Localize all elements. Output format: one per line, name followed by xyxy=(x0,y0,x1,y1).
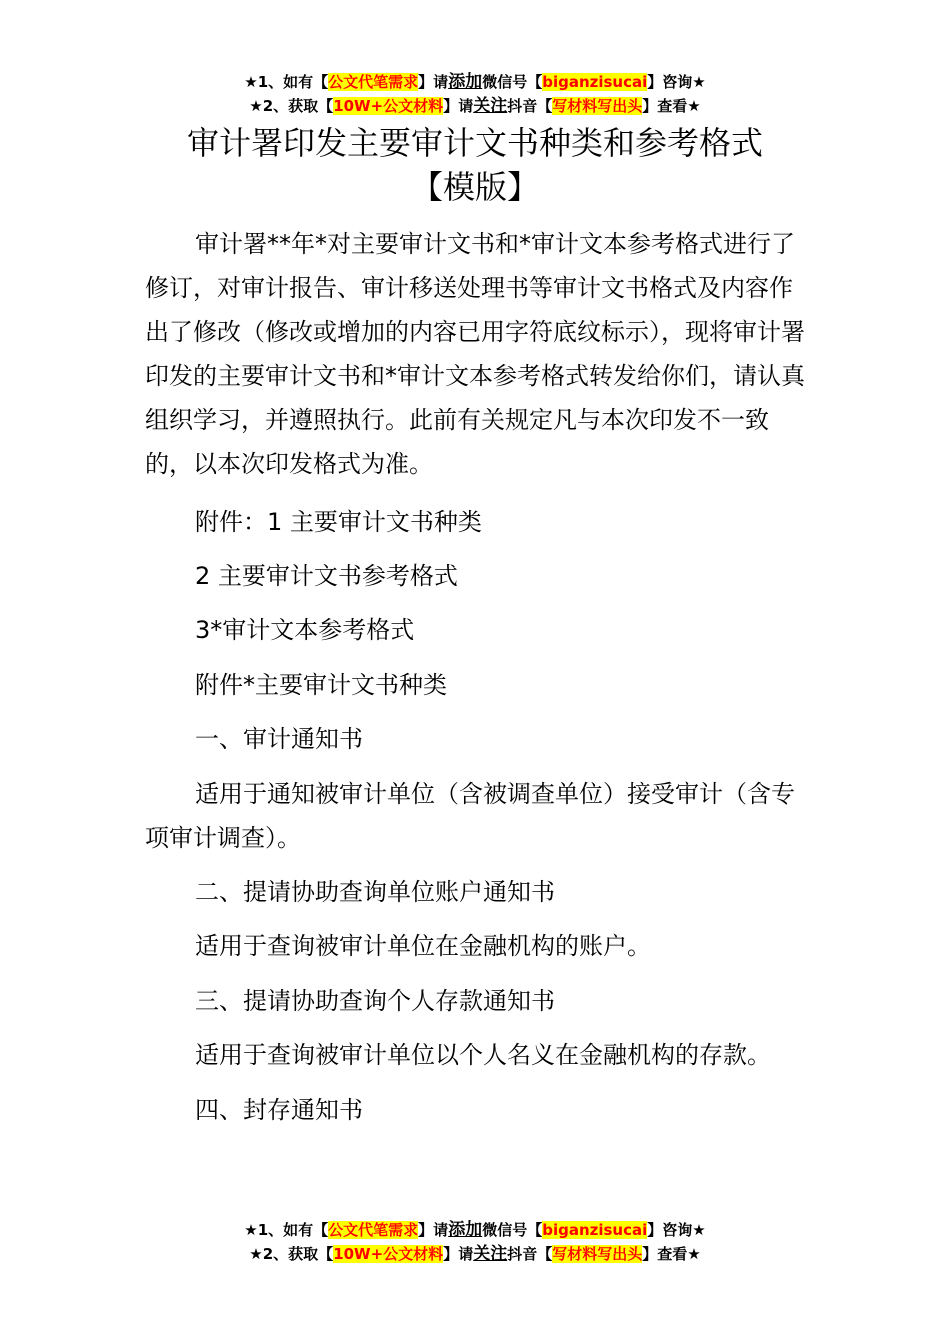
promo-text: 】请 xyxy=(443,1245,474,1263)
promo-text: 】请 xyxy=(418,1221,449,1239)
promo-line-1 xyxy=(0,70,950,94)
promo-text: 抖音【 xyxy=(507,97,553,115)
attachment-heading: 附件*主要审计文书种类 xyxy=(195,671,447,699)
promo-text: 微信号【 xyxy=(482,73,543,91)
promo-text: ★2、获取【 xyxy=(249,97,334,115)
promo-line-2 xyxy=(0,94,950,118)
section-heading-4: 四、封存通知书 xyxy=(195,1096,363,1124)
promo-text: 微信号【 xyxy=(482,1221,543,1239)
promo-highlight: 10W+公文材料 xyxy=(333,97,444,115)
document-title: 审计署印发主要审计文书种类和参考格式 xyxy=(186,124,763,162)
promo-douyin-id: 写材料写出头 xyxy=(552,1245,643,1263)
promo-text: 】查看★ xyxy=(642,97,701,115)
section-desc-1: 适用于通知被审计单位（含被调查单位）接受审计（含专项审计调查）。 xyxy=(145,780,795,852)
promo-emphasis: 添加 xyxy=(448,72,483,92)
section-desc-2: 适用于查询被审计单位在金融机构的账户。 xyxy=(195,932,651,960)
promo-highlight: 10W+公文材料 xyxy=(333,1245,444,1263)
section-desc-3: 适用于查询被审计单位以个人名义在金融机构的存款。 xyxy=(195,1041,771,1069)
intro-paragraph: 审计署**年*对主要审计文书和*审计文本参考格式进行了修订，对审计报告、审计移送处理书等审计文书格式及内容作出了修改（修改或增加的内容已用字符底纹标示），现将审计署印发的主要审计文书和*审计文本参考格式转发给你们，请认真组织学习，并遵照执行。此前有关规定凡与本次印发不一致的，以本次印发格式为准。 xyxy=(145,230,805,478)
section-heading-1: 一、审计通知书 xyxy=(195,725,363,753)
footer-promo-banner xyxy=(0,1218,950,1266)
section-heading-2: 二、提请协助查询单位账户通知书 xyxy=(195,878,555,906)
promo-emphasis: 关注 xyxy=(473,96,508,116)
promo-emphasis: 添加 xyxy=(448,1220,483,1240)
promo-text: 】咨询★ xyxy=(647,1221,706,1239)
promo-wechat-id: biganzisucai xyxy=(542,73,648,91)
promo-line-1 xyxy=(0,1218,950,1242)
promo-text: 】查看★ xyxy=(642,1245,701,1263)
promo-text: 】咨询★ xyxy=(647,73,706,91)
promo-highlight: 公文代笔需求 xyxy=(328,1221,419,1239)
attachment-3: 3*审计文本参考格式 xyxy=(195,616,415,644)
promo-text: 抖音【 xyxy=(507,1245,553,1263)
section-heading-3: 三、提请协助查询个人存款通知书 xyxy=(195,987,555,1015)
header-promo-banner xyxy=(0,70,950,118)
promo-text: 】请 xyxy=(418,73,449,91)
promo-text: 】请 xyxy=(443,97,474,115)
attachment-1: 附件：1 主要审计文书种类 xyxy=(195,508,482,536)
promo-text: ★1、如有【 xyxy=(244,73,329,91)
promo-text: ★2、获取【 xyxy=(249,1245,334,1263)
promo-text: ★1、如有【 xyxy=(244,1221,329,1239)
promo-highlight: 公文代笔需求 xyxy=(328,73,419,91)
promo-douyin-id: 写材料写出头 xyxy=(552,97,643,115)
promo-line-2 xyxy=(0,1242,950,1266)
promo-wechat-id: biganzisucai xyxy=(542,1221,648,1239)
promo-emphasis: 关注 xyxy=(473,1244,508,1264)
attachment-2: 2 主要审计文书参考格式 xyxy=(195,562,458,590)
document-subtitle: 【模版】 xyxy=(410,168,539,206)
